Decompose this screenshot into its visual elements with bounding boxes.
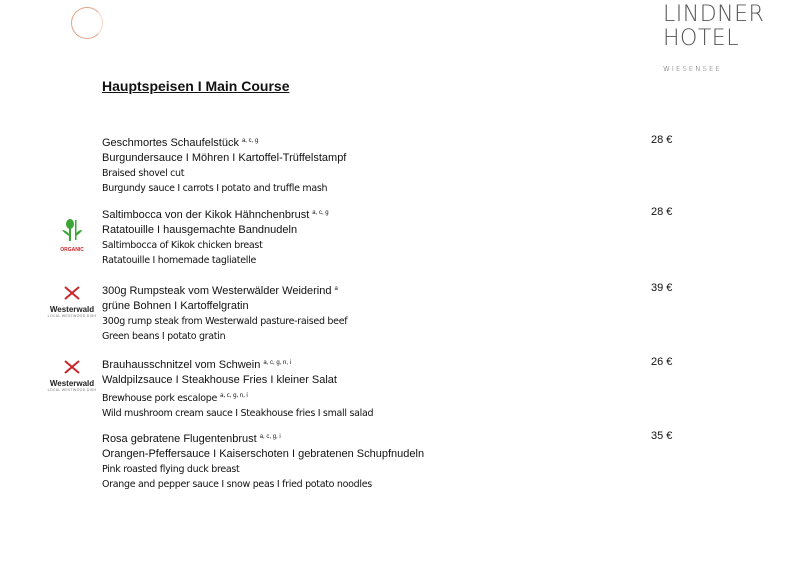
allergens: a, c, g xyxy=(241,138,259,144)
menu-item xyxy=(102,430,702,492)
brand-location: WIESENSEE xyxy=(663,65,722,73)
section-title: Hauptspeisen I Main Course xyxy=(102,78,290,94)
badge-label: Westerwald xyxy=(49,305,95,314)
dish-name: 300g Rumpsteak vom Westerwälder Weiderind $^a$ xyxy=(102,285,338,297)
crossed-knives-icon xyxy=(63,286,81,300)
dish-name: Geschmortes Schaufelstück $^{a, c, g}$ xyxy=(102,137,259,149)
brand-line2: HOTEL xyxy=(663,26,739,51)
menu-item xyxy=(102,356,702,421)
dish-name-en: Saltimbocca of Kikok chicken breast xyxy=(102,240,263,251)
dish-sides-en: Wild mushroom cream sauce I Steakhouse fries I small salad xyxy=(102,408,374,419)
price: 28 € xyxy=(651,134,673,146)
dish-sides-en: Ratatouille I homemade tagliatelle xyxy=(102,255,256,266)
dish-sides-en: Burgundy sauce I carrots I potato and truffle mash xyxy=(102,183,328,194)
badge-label: Westerwald xyxy=(49,379,95,388)
dish-name: Rosa gebratene Flugentenbrust $^{a, c, g, i}$ xyxy=(102,433,281,445)
dish-sides-en: Green beans I potato gratin xyxy=(102,331,226,342)
hotel-logo xyxy=(663,3,764,73)
dish-sides: Orangen-Pfeffersauce I Kaiserschoten I gebratenen Schupfnudeln xyxy=(102,448,425,460)
crossed-knives-icon xyxy=(63,360,81,374)
dish-sides: grüne Bohnen I Kartoffelgratin xyxy=(102,300,249,312)
dish-sides: Ratatouille I hausgemachte Bandnudeln xyxy=(102,224,298,236)
badge-sublabel: LOCAL WESTWOOD DISH xyxy=(47,388,97,392)
price: 26 € xyxy=(651,356,673,368)
allergens: a, c, g xyxy=(312,210,329,216)
dish-name-en: Braised shovel cut xyxy=(102,168,185,179)
menu-item xyxy=(102,206,702,268)
price: 28 € xyxy=(651,206,673,218)
dish-name-en: 300g rump steak from Westerwald pasture-raised beef xyxy=(102,316,348,327)
allergens: a, c, g, n, i xyxy=(263,360,292,366)
dish-name-en: Brewhouse pork escalope $^{a, c, g, n, i}$ xyxy=(102,392,248,404)
dish-name: Brauhausschnitzel vom Schwein $^{a, c, g, n, i}$ xyxy=(102,359,292,371)
dish-name: Saltimbocca von der Kikok Hähnchenbrust $^{a, c, g}$ xyxy=(102,209,329,221)
allergens: a xyxy=(334,286,338,292)
menu-item xyxy=(102,282,702,344)
badge-sublabel: LOCAL WESTWOOD DISH xyxy=(47,314,97,318)
dish-sides: Waldpilzsauce I Steakhouse Fries I kleiner Salat xyxy=(102,374,337,386)
dish-name-en: Pink roasted flying duck breast xyxy=(102,464,240,475)
westerwald-badge xyxy=(44,360,100,392)
brand-line1: LINDNER xyxy=(663,2,765,27)
westerwald-badge xyxy=(44,286,100,318)
menu-item xyxy=(102,134,702,196)
badge-label: ORGANIC xyxy=(60,247,84,253)
sprout-icon xyxy=(61,218,83,242)
price: 39 € xyxy=(651,282,673,294)
price: 35 € xyxy=(651,430,673,442)
allergens-en: a, c, g, n, i xyxy=(220,392,248,399)
logo-ring-icon xyxy=(71,7,103,39)
organic-badge xyxy=(44,218,100,253)
dish-sides-en: Orange and pepper sauce I snow peas I fried potato noodles xyxy=(102,479,372,490)
dish-sides: Burgundersauce I Möhren I Kartoffel-Trüffelstampf xyxy=(102,152,347,164)
allergens: a, c, g, i xyxy=(259,434,281,440)
